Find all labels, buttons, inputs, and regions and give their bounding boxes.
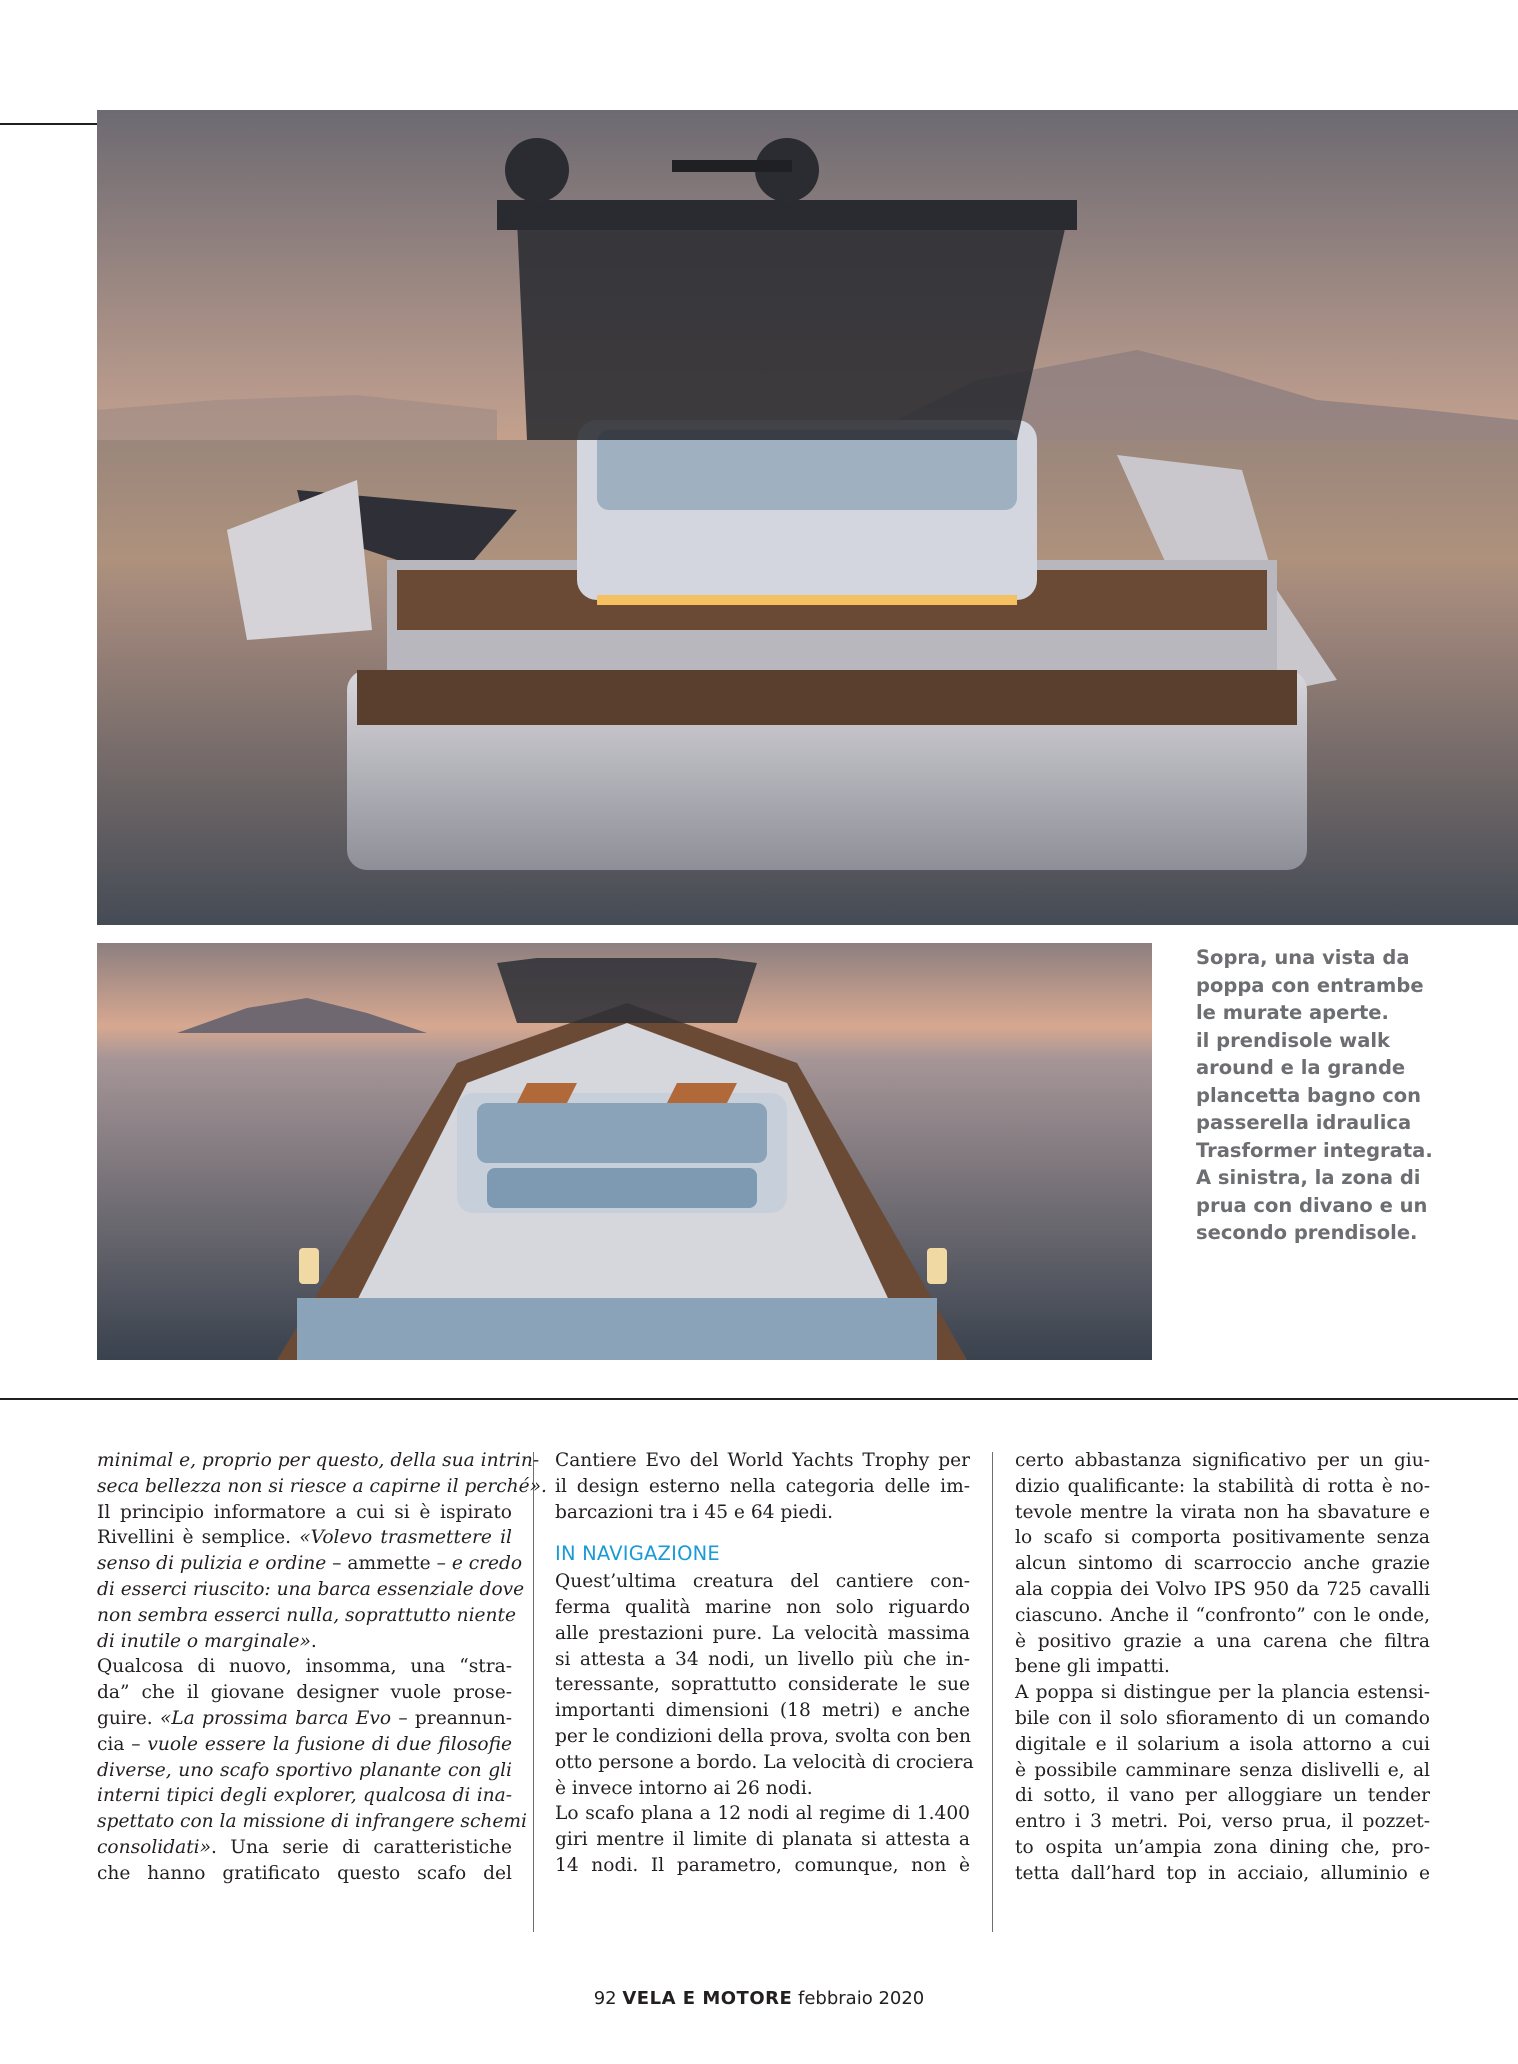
- text-line: per le condizioni della prova, svolta con ben: [555, 1725, 971, 1747]
- text-column-3: [1015, 1448, 1430, 1887]
- magazine-name: VELA E MOTORE: [622, 1988, 793, 2009]
- text-line: non sembra esserci nulla, soprattutto niente: [97, 1604, 516, 1626]
- text-line: di sotto, il vano per alloggiare un tender: [1015, 1785, 1430, 1807]
- text-line: ala coppia dei Volvo IPS 950 da 725 cavalli: [1015, 1578, 1430, 1600]
- column-divider: [992, 1452, 993, 1932]
- text-line: alle prestazioni pure. La velocità massima: [555, 1622, 970, 1644]
- text-line: bile con il solo sfioramento di un comando: [1015, 1707, 1430, 1729]
- text-column-1: [97, 1448, 547, 1887]
- text-line: seca bellezza non si riesce a capirne il perché».: [97, 1475, 547, 1497]
- text-line: to ospita un’ampia zona dining che, pro-: [1015, 1836, 1430, 1858]
- text-line: di esserci riuscito: una barca essenziale dove: [97, 1578, 525, 1600]
- text-line: si attesta a 34 nodi, un livello più che in-: [555, 1648, 970, 1670]
- column-divider: [533, 1452, 534, 1932]
- caption-line: le murate aperte.: [1196, 1001, 1389, 1024]
- text-line: cia – vuole essere la fusione di due filosofie: [97, 1733, 512, 1755]
- text-line: certo abbastanza significativo per un giu-: [1015, 1450, 1430, 1471]
- text-line: il design esterno nella categoria delle im-: [555, 1475, 970, 1497]
- text-line: bene gli impatti.: [1015, 1656, 1170, 1678]
- text-line: Qualcosa di nuovo, insomma, una “stra-: [97, 1656, 512, 1678]
- photo-caption: [1196, 944, 1496, 1247]
- section-heading: IN NAVIGAZIONE: [555, 1542, 720, 1566]
- text-line: digitale e il solarium a isola attorno a cui: [1015, 1733, 1430, 1755]
- text-line: 14 nodi. Il parametro, comunque, non è: [555, 1854, 970, 1876]
- text-line: senso di pulizia e ordine – ammette – e credo: [97, 1553, 523, 1575]
- text-line: da” che il giovane designer vuole prose-: [97, 1682, 512, 1704]
- caption-line: A sinistra, la zona di: [1196, 1166, 1421, 1189]
- text-line: dizio qualificante: la stabilità di rotta è no-: [1015, 1475, 1430, 1497]
- section-divider: [0, 1398, 1518, 1400]
- text-line: alcun sintomo di scarroccio anche grazie: [1015, 1553, 1430, 1575]
- issue-date: febbraio 2020: [798, 1988, 925, 2009]
- text-line: guire. «La prossima barca Evo – preannun-: [97, 1707, 512, 1729]
- caption-line: poppa con entrambe: [1196, 973, 1424, 997]
- photo-yacht-bow: [97, 943, 1152, 1360]
- caption-line: secondo prendisole.: [1196, 1221, 1418, 1244]
- text-line: Rivellini è semplice. «Volevo trasmettere il: [97, 1527, 512, 1549]
- text-line: di inutile o marginale».: [97, 1630, 317, 1652]
- caption-line: passerella idraulica: [1196, 1111, 1412, 1134]
- page-number: 92: [593, 1988, 617, 2009]
- text-line: lo scafo si comporta positivamente senza: [1015, 1527, 1430, 1549]
- text-line: Lo scafo plana a 12 nodi al regime di 1.400: [555, 1803, 970, 1825]
- text-line: Quest’ultima creatura del cantiere con-: [555, 1571, 970, 1593]
- photo-yacht-stern: [97, 110, 1518, 925]
- text-line: otto persone a bordo. La velocità di crociera: [555, 1751, 974, 1773]
- text-line: entro i 3 metri. Poi, verso prua, il pozzet-: [1015, 1811, 1430, 1833]
- text-line: consolidati». Una serie di caratteristiche: [97, 1836, 512, 1858]
- text-line: minimal e, proprio per questo, della sua intrin-: [97, 1450, 540, 1471]
- text-column-2: [555, 1448, 974, 1879]
- text-line: A poppa si distingue per la plancia estensi-: [1015, 1682, 1430, 1704]
- page-footer: [0, 1988, 1518, 2009]
- text-line: importanti dimensioni (18 metri) e anche: [555, 1700, 970, 1722]
- text-line: spettato con la missione di infrangere schemi: [97, 1811, 527, 1833]
- caption-line: around e la grande: [1196, 1056, 1406, 1079]
- text-line: che hanno gratificato questo scafo del: [97, 1862, 512, 1884]
- text-line: tetta dall’hard top in acciaio, alluminio e: [1015, 1862, 1430, 1884]
- text-line: diverse, uno scafo sportivo planante con gli: [97, 1759, 512, 1781]
- text-line: giri mentre il limite di planata si attesta a: [555, 1829, 970, 1851]
- text-line: ferma qualità marine non solo riguardo: [555, 1596, 970, 1618]
- caption-line: plancetta bagno con: [1196, 1083, 1422, 1107]
- caption-line: il prendisole walk: [1196, 1028, 1391, 1052]
- top-left-rule: [0, 123, 97, 125]
- text-line: barcazioni tra i 45 e 64 piedi.: [555, 1501, 834, 1523]
- caption-line: prua con divano e un: [1196, 1193, 1428, 1217]
- text-line: ciascuno. Anche il “confronto” con le onde,: [1015, 1604, 1430, 1626]
- text-line: è possibile camminare senza dislivelli e, al: [1015, 1759, 1430, 1781]
- text-line: tevole mentre la virata non ha sbavature e: [1015, 1501, 1430, 1523]
- text-line: teressante, soprattutto considerate le sue: [555, 1674, 970, 1696]
- text-line: interni tipici degli explorer, qualcosa di ina-: [97, 1785, 512, 1807]
- text-line: è invece intorno ai 26 nodi.: [555, 1777, 813, 1799]
- caption-line: Sopra, una vista da: [1196, 946, 1410, 969]
- caption-line: Trasformer integrata.: [1196, 1138, 1433, 1162]
- text-line: è positivo grazie a una carena che filtra: [1015, 1630, 1430, 1652]
- text-line: Il principio informatore a cui si è ispirato: [97, 1501, 512, 1523]
- text-line: Cantiere Evo del World Yachts Trophy per: [555, 1450, 970, 1471]
